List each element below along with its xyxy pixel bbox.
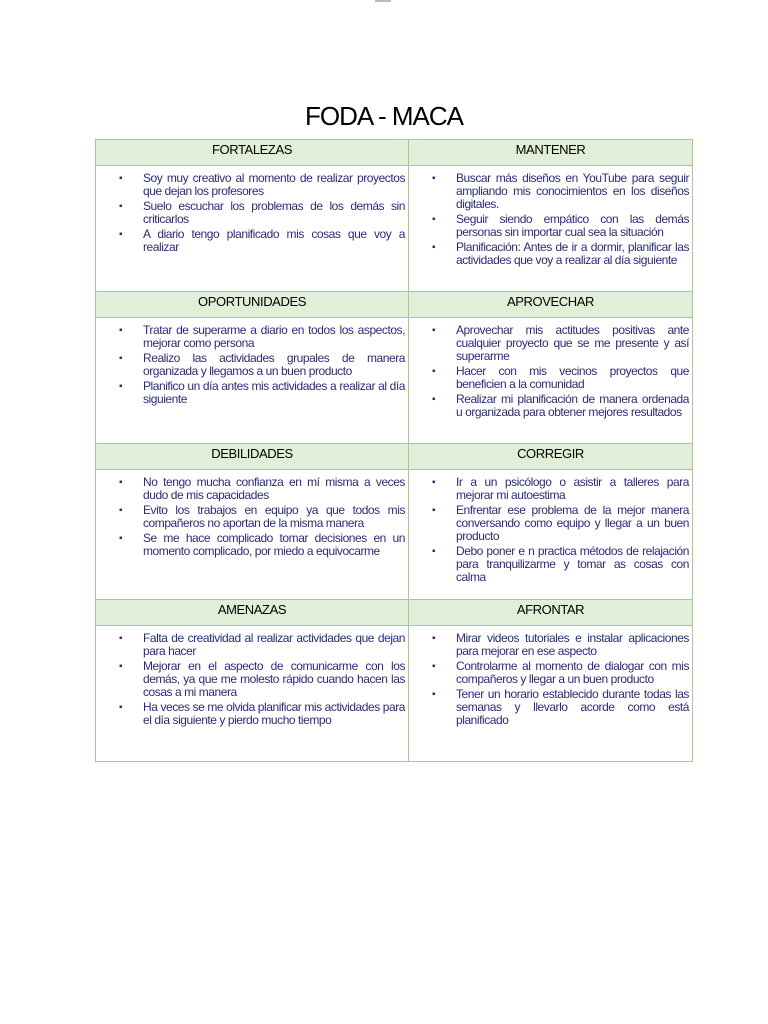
header-oportunidades: OPORTUNIDADES [96, 292, 409, 318]
list-item: ▪ Realizar mi planificación de manera ordenada u organizada para obtener mejores resultados [456, 393, 689, 419]
header-corregir: CORREGIR [409, 444, 693, 470]
list-item: ▪ Enfrentar ese problema de la mejor manera conversando como equipo y llegar a un buen producto [456, 504, 689, 543]
content-row-debilidades [96, 470, 693, 600]
list-item: ▪ Falta de creatividad al realizar actividades que dejan para hacer [143, 632, 405, 658]
list-item: ▪ Ir a un psicólogo o asistir a talleres para mejorar mi autoestima [456, 476, 689, 502]
list-corregir [409, 470, 692, 584]
header-debilidades: DEBILIDADES [96, 444, 409, 470]
list-item: ▪ Mejorar en el aspecto de comunicarme con los demás, ya que me molesto rápido cuando hacen las cosas a mi manera [143, 660, 405, 699]
list-item: ▪ Tratar de superarme a diario en todos los aspectos, mejorar como persona [143, 324, 405, 350]
content-row-oportunidades [96, 318, 693, 444]
header-row-amenazas [96, 600, 693, 626]
cell-amenazas [96, 626, 409, 762]
cell-mantener [409, 166, 693, 292]
cell-fortalezas [96, 166, 409, 292]
content-row-fortalezas [96, 166, 693, 292]
header-fortalezas: FORTALEZAS [96, 140, 409, 166]
list-item: ▪ Realizo las actividades grupales de manera organizada y llegamos a un buen producto [143, 352, 405, 378]
list-item: ▪ A diario tengo planificado mis cosas que voy a realizar [143, 228, 405, 254]
content-row-amenazas [96, 626, 693, 762]
page-title: FODA - MACA [304, 101, 463, 131]
list-item: ▪ Seguir siendo empático con las demás personas sin importar cual sea la situación [456, 213, 689, 239]
list-item: ▪ Debo poner e n practica métodos de relajación para tranquilizarme y tomar as cosas con calma [456, 545, 689, 584]
list-mantener [409, 166, 692, 267]
list-item: ▪ Planifico un día antes mis actividades a realizar al día siguiente [143, 380, 405, 406]
list-oportunidades [96, 318, 408, 406]
cell-aprovechar [409, 318, 693, 444]
cell-oportunidades [96, 318, 409, 444]
cell-corregir [409, 470, 693, 600]
list-item: ▪ Se me hace complicado tomar decisiones en un momento complicado, por miedo a equivocarme [143, 532, 405, 558]
list-afrontar [409, 626, 692, 727]
list-aprovechar [409, 318, 692, 419]
list-amenazas [96, 626, 408, 727]
header-mantener: MANTENER [409, 140, 693, 166]
list-item: ▪ No tengo mucha confianza en mí misma a veces dudo de mis capacidades [143, 476, 405, 502]
list-item: ▪ Tener un horario establecido durante todas las semanas y llevarlo acorde como está planificado [456, 688, 689, 727]
header-amenazas: AMENAZAS [96, 600, 409, 626]
list-item: ▪ Planificación: Antes de ir a dormir, planificar las actividades que voy a realizar al día siguiente [456, 241, 689, 267]
list-fortalezas [96, 166, 408, 254]
cell-afrontar [409, 626, 693, 762]
list-item: ▪ Ha veces se me olvida planificar mis actividades para el día siguiente y pierdo mucho tiempo [143, 701, 405, 727]
list-item: ▪ Controlarme al momento de dialogar con mis compañeros y llegar a un buen producto [456, 660, 689, 686]
list-item: ▪ Hacer con mis vecinos proyectos que beneficien a la comunidad [456, 365, 689, 391]
cell-debilidades [96, 470, 409, 600]
header-afrontar: AFRONTAR [409, 600, 693, 626]
list-item: ▪ Suelo escuchar los problemas de los demás sin criticarlos [143, 200, 405, 226]
foda-table [95, 139, 693, 762]
list-item: ▪ Soy muy creativo al momento de realizar proyectos que dejan los profesores [143, 172, 405, 198]
page-top-mark [375, 0, 391, 2]
header-aprovechar: APROVECHAR [409, 292, 693, 318]
list-item: ▪ Aprovechar mis actitudes positivas ante cualquier proyecto que se me presente y así superarme [456, 324, 689, 363]
header-row-debilidades [96, 444, 693, 470]
list-debilidades [96, 470, 408, 558]
header-row-fortalezas [96, 140, 693, 166]
list-item: ▪ Buscar más diseños en YouTube para seguir ampliando mis conocimientos en los diseños digitales. [456, 172, 689, 211]
list-item: ▪ Evito los trabajos en equipo ya que todos mis compañeros no aportan de la misma manera [143, 504, 405, 530]
header-row-oportunidades [96, 292, 693, 318]
list-item: ▪ Mirar videos tutoriales e instalar aplicaciones para mejorar en ese aspecto [456, 632, 689, 658]
